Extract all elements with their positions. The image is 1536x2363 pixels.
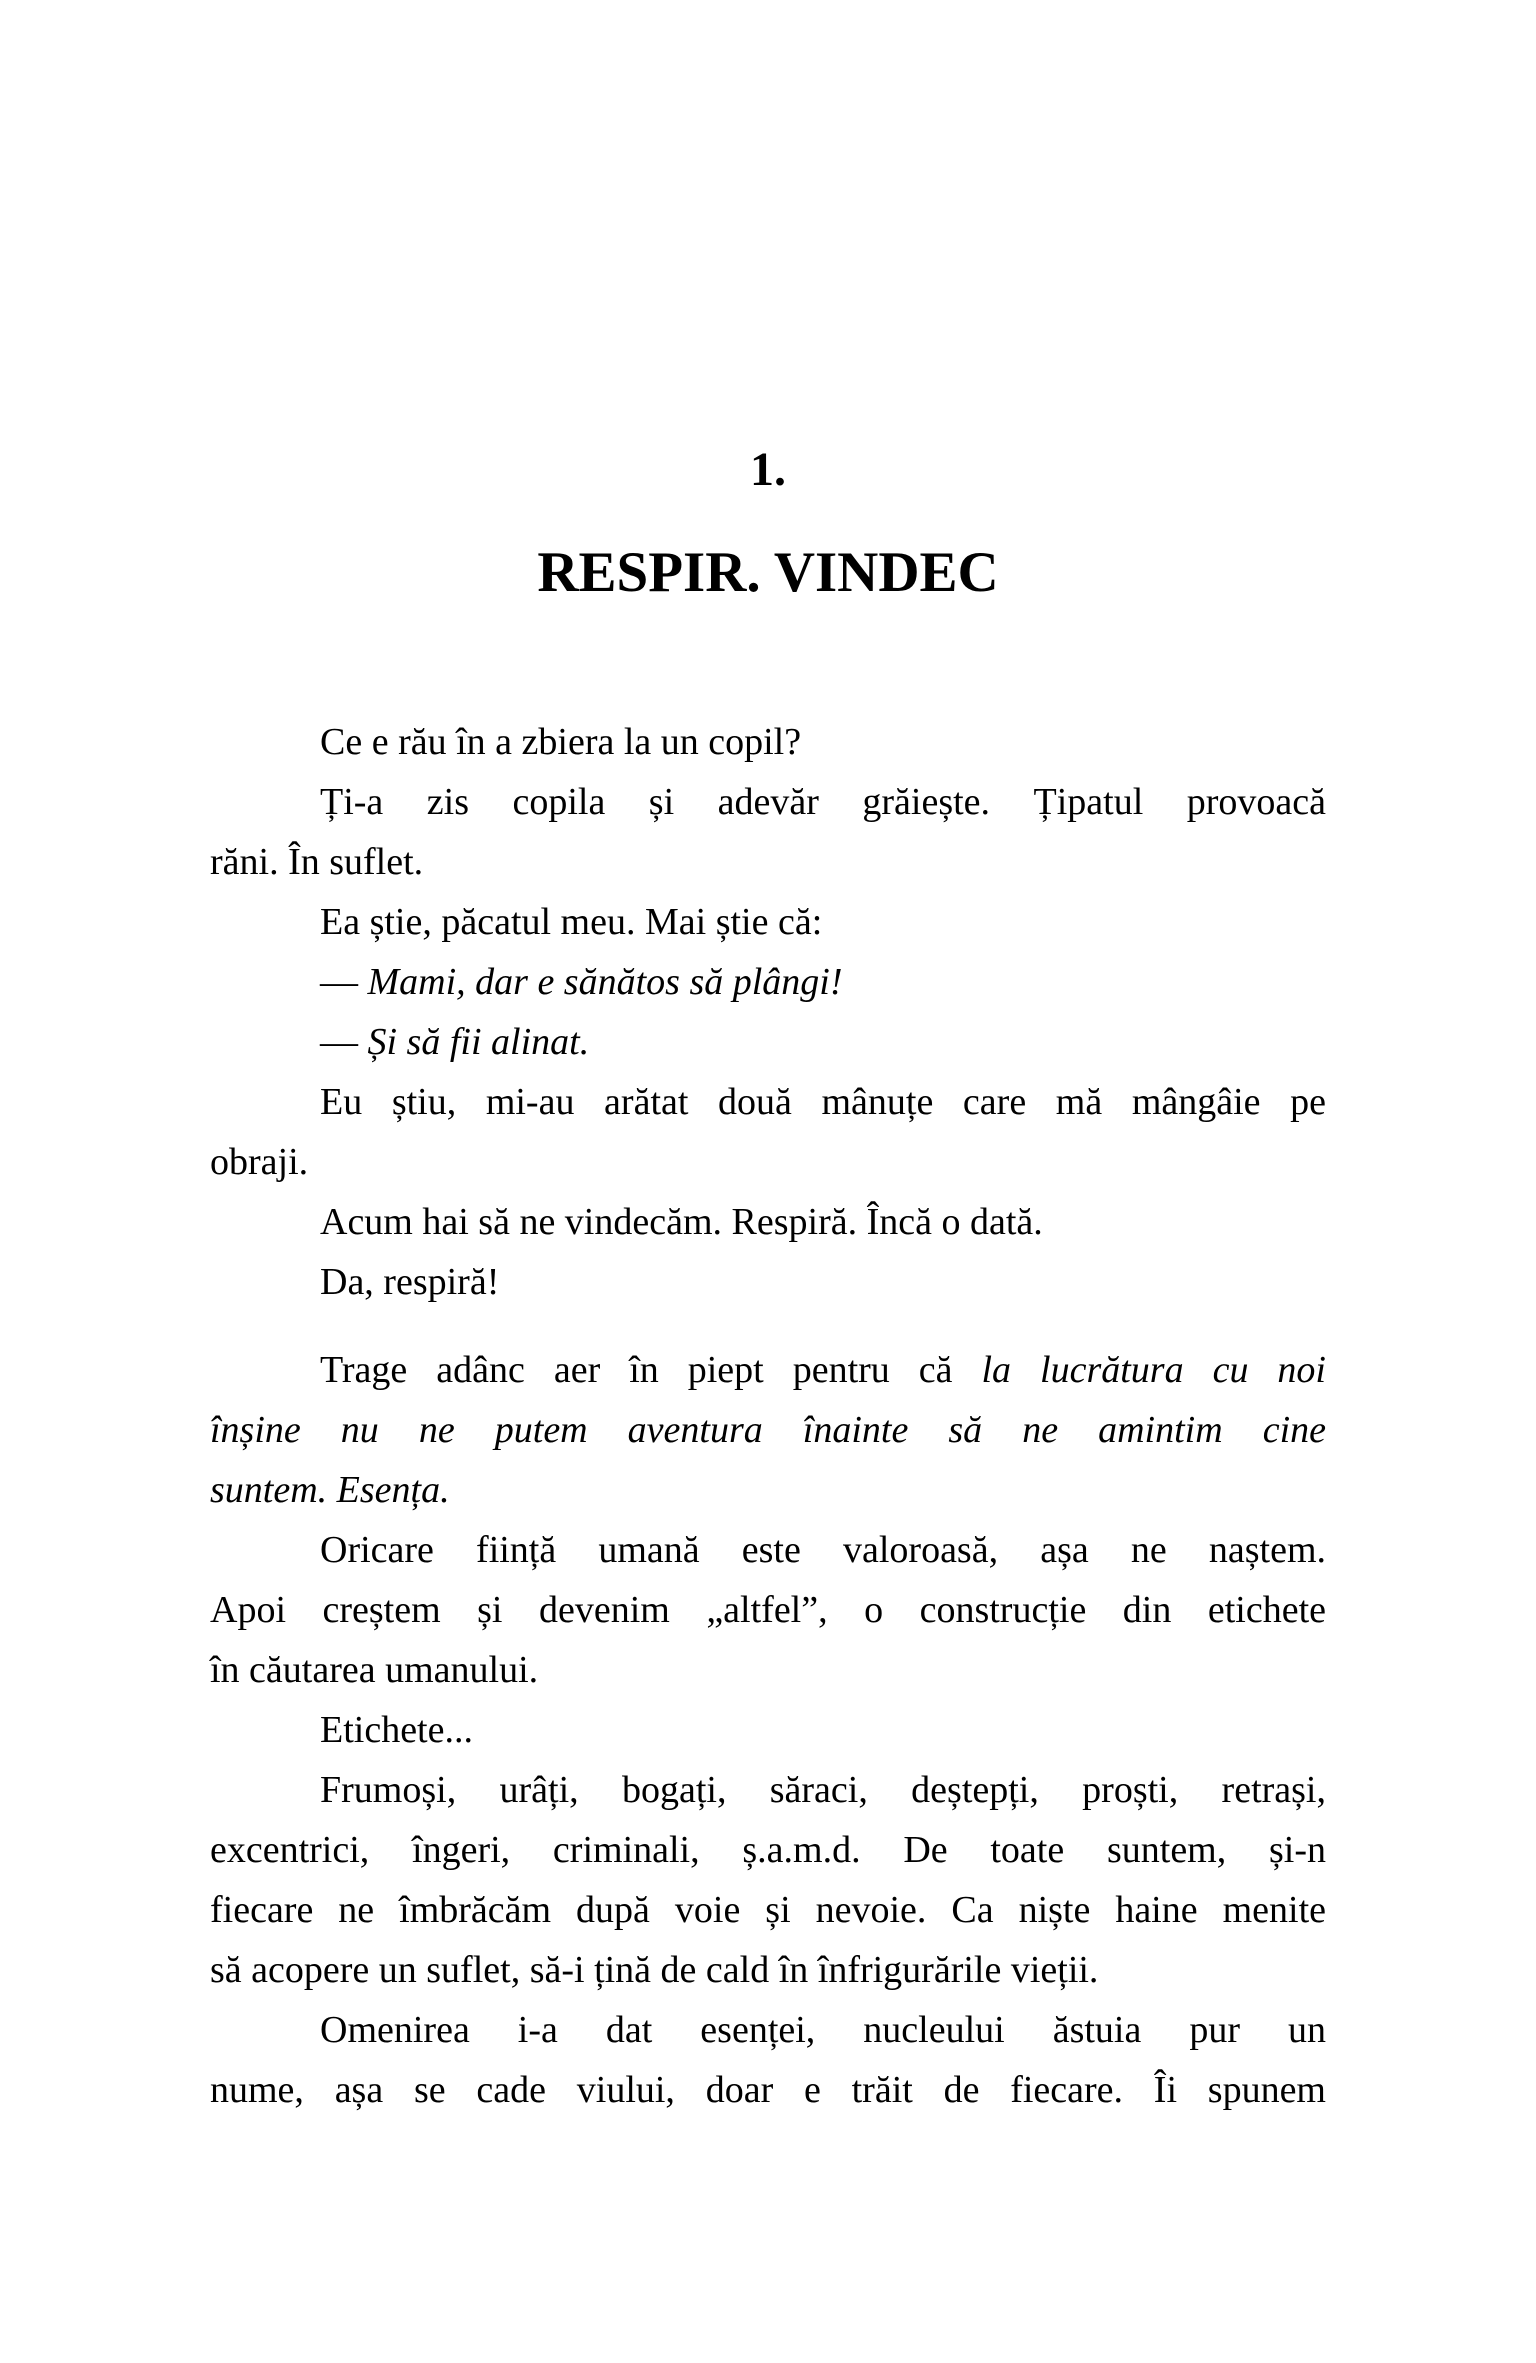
text-segment: Frumoși, urâți, bogați, săraci, deștepți, proști, retrași, xyxy=(320,1769,1326,1811)
italic-text-segment: la lucrătura cu noi xyxy=(981,1349,1326,1391)
body-text xyxy=(210,712,1326,2120)
text-line xyxy=(210,1192,1326,1252)
text-line xyxy=(210,2060,1326,2120)
text-line xyxy=(210,1640,1326,1700)
paragraph xyxy=(210,1520,1326,1700)
text-line xyxy=(210,1460,1326,1520)
text-line xyxy=(210,1820,1326,1880)
text-segment: — xyxy=(320,1021,368,1063)
text-segment: Ți-a zis copila și adevăr grăiește. Țipatul provoacă xyxy=(320,781,1326,823)
text-segment: Oricare ființă umană este valoroasă, așa ne naștem. xyxy=(320,1529,1326,1571)
text-segment: fiecare ne îmbrăcăm după voie și nevoie. Ca niște haine menite xyxy=(210,1889,1326,1931)
text-line xyxy=(210,1400,1326,1460)
paragraph xyxy=(210,952,1326,1012)
text-segment: nume, așa se cade viului, doar e trăit de fiecare. Îi spunem xyxy=(210,2069,1326,2111)
text-line xyxy=(210,1760,1326,1820)
paragraph xyxy=(210,1760,1326,2000)
paragraph xyxy=(210,892,1326,952)
chapter-number: 1. xyxy=(750,443,786,496)
italic-text-segment: înșine nu ne putem aventura înainte să ne amintim cine xyxy=(210,1409,1326,1451)
paragraph xyxy=(210,1700,1326,1760)
text-line xyxy=(210,1132,1326,1192)
paragraph xyxy=(210,772,1326,892)
text-line xyxy=(210,1252,1326,1312)
text-segment: Acum hai să ne vindecăm. Respiră. Încă o dată. xyxy=(320,1201,1043,1243)
italic-text-segment: Mami, dar e sănătos să plângi! xyxy=(367,961,843,1003)
italic-text-segment: Și să fii alinat. xyxy=(367,1021,590,1063)
text-segment: Eu știu, mi-au arătat două mânuțe care mă mângâie pe xyxy=(320,1081,1326,1123)
text-segment: Ce e rău în a zbiera la un copil? xyxy=(320,721,802,763)
text-line xyxy=(210,712,1326,772)
text-line xyxy=(210,892,1326,952)
text-segment: Ea știe, păcatul meu. Mai știe că: xyxy=(320,901,823,943)
paragraph xyxy=(210,1340,1326,1520)
paragraph xyxy=(210,1012,1326,1072)
text-segment: să acopere un suflet, să-i țină de cald în înfrigurările vieții. xyxy=(210,1949,1099,1991)
text-line xyxy=(210,1340,1326,1400)
paragraph xyxy=(210,712,1326,772)
text-line xyxy=(210,1700,1326,1760)
text-line xyxy=(210,1012,1326,1072)
text-line xyxy=(210,1580,1326,1640)
text-segment: răni. În suflet. xyxy=(210,841,424,883)
paragraph xyxy=(210,2000,1326,2120)
paragraph xyxy=(210,1192,1326,1252)
chapter-title: RESPIR. VINDEC xyxy=(537,541,999,604)
text-segment: în căutarea umanului. xyxy=(210,1649,539,1691)
text-segment: Trage adânc aer în piept pentru că xyxy=(320,1349,982,1391)
text-segment: Da, respiră! xyxy=(320,1261,500,1303)
text-segment: Apoi creștem și devenim „altfel”, o construcție din etichete xyxy=(210,1589,1326,1631)
text-line xyxy=(210,772,1326,832)
paragraph xyxy=(210,1072,1326,1192)
text-segment: excentrici, îngeri, criminali, ș.a.m.d. De toate suntem, și-n xyxy=(210,1829,1326,1871)
text-line xyxy=(210,1520,1326,1580)
text-segment: — xyxy=(320,961,368,1003)
text-line xyxy=(210,1940,1326,2000)
text-line xyxy=(210,2000,1326,2060)
text-segment: obraji. xyxy=(210,1141,309,1183)
text-line xyxy=(210,1072,1326,1132)
text-line xyxy=(210,1880,1326,1940)
text-line xyxy=(210,832,1326,892)
text-segment: Omenirea i-a dat esenței, nucleului ăstuia pur un xyxy=(320,2009,1326,2051)
paragraph xyxy=(210,1252,1326,1312)
italic-text-segment: suntem. Esența. xyxy=(210,1469,450,1511)
text-segment: Etichete... xyxy=(320,1709,473,1751)
text-line xyxy=(210,952,1326,1012)
